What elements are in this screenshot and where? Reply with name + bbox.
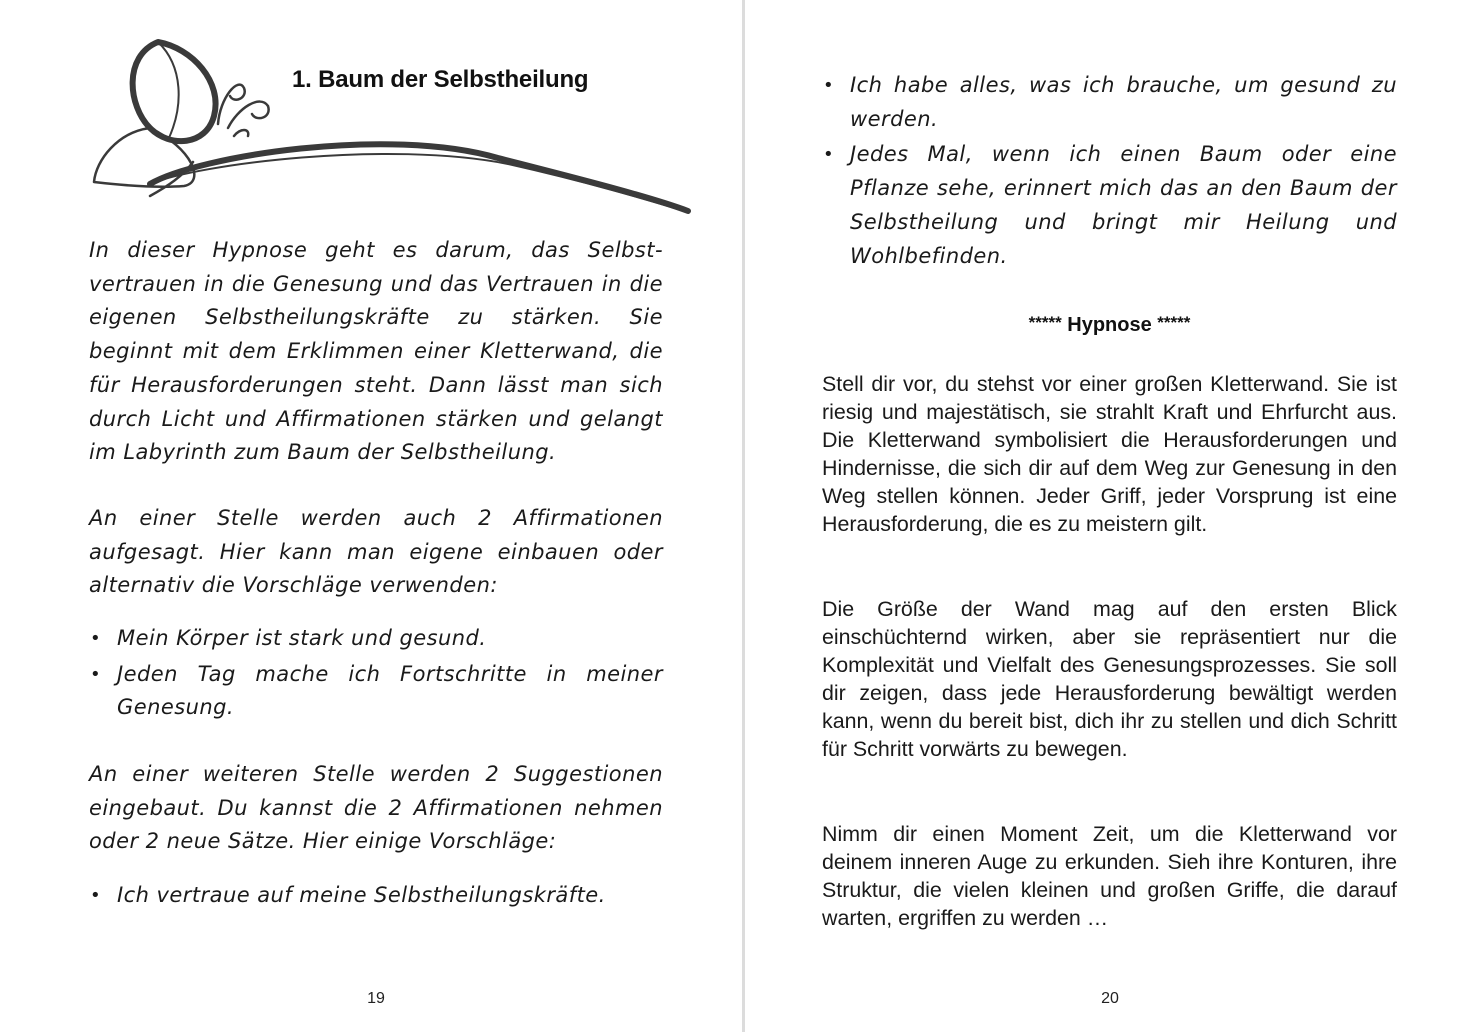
stars-right: ***** [1157, 313, 1191, 332]
section-title: Hypnose [1067, 314, 1152, 336]
bullet-icon: • [90, 663, 102, 685]
section-heading [822, 313, 1397, 337]
list-item: • Jedes Mal, wenn ich einen Baum oder eine Pflanze sehe, erinnert mich das an den Baum der Selbstheilung und bringt mir Heilung und Wohlbefinden. [822, 138, 1397, 273]
page-number-left: 19 [367, 990, 385, 1007]
suggestions-continued-list [822, 69, 1397, 275]
page-number-right: 20 [1101, 990, 1119, 1007]
stars-left: ***** [1028, 313, 1062, 332]
list-item: • Mein Körper ist stark und gesund. [89, 622, 663, 656]
list-item: • Ich vertraue auf meine Selbstheilungskräfte. [89, 879, 663, 913]
affirmations-list [89, 622, 663, 727]
body-paragraph: Die Größe der Wand mag auf den ersten Blick einschüchternd wirken, aber sie repräsentiert nur die Komplexität und Vielfalt des Genesungsprozesses. Sie soll dir zeigen, dass jede Herausforderung bewältigt werden kann, wenn du bereit bist, dich ihr zu stellen und dich Schritt für Schritt vorwärts zu bewegen. [822, 597, 1397, 761]
body-paragraph: Stell dir vor, du stehst vor einer großen Kletterwand. Sie ist riesig und majestätisch, sie strahlt Kraft und Ehrfurcht aus. Die Kletterwand symbolisiert die Herausforderungen und Hindernisse, die sich dir auf dem Weg zur Genesung in den Weg stellen können. Jeder Griff, jeder Vorsprung ist eine Herausforderung, die es zu meistern gilt. [822, 372, 1397, 536]
bullet-icon: • [90, 628, 102, 649]
intro-paragraph: In dieser Hypnose geht es darum, das Selbst-vertrauen in die Genesung und das Vertrauen in die eigenen Selbstheilungskräfte zu stärken. Sie beginnt mit dem Erklimmen einer Kletterwand, die für Herausforderungen steht. Dann lässt man sich durch Licht und Affirmationen stärken und gelangt im Labyrinth zum Baum der Selbstheilung. [89, 238, 663, 465]
suggestions-list [89, 879, 663, 915]
bullet-icon: • [823, 144, 835, 166]
bullet-icon: • [823, 75, 835, 96]
list-item: • Ich habe alles, was ich brauche, um gesund zu werden. [822, 69, 1397, 136]
chapter-title: 1. Baum der Selbstheilung [292, 66, 589, 93]
butterfly-icon [88, 36, 693, 216]
affirmations-paragraph: An einer Stelle werden auch 2 Affirmationen aufgesagt. Hier kann man eigene einbauen oder alternativ die Vorschläge verwenden: [89, 506, 663, 598]
body-paragraph: Nimm dir einen Moment Zeit, um die Kletterwand vor deinem inneren Auge zu erkunden. Sieh ihre Konturen, ihre Struktur, die vielen kleinen und großen Griffe, die darauf warten, ergriffen zu werden … [822, 822, 1397, 930]
suggestions-paragraph: An einer weiteren Stelle werden 2 Suggestionen eingebaut. Du kannst die 2 Affirmationen nehmen oder 2 neue Sätze. Hier einige Vorschläge: [89, 762, 663, 854]
list-item: • Jeden Tag mache ich Fortschritte in meiner Genesung. [89, 658, 663, 725]
bullet-icon: • [90, 885, 102, 906]
